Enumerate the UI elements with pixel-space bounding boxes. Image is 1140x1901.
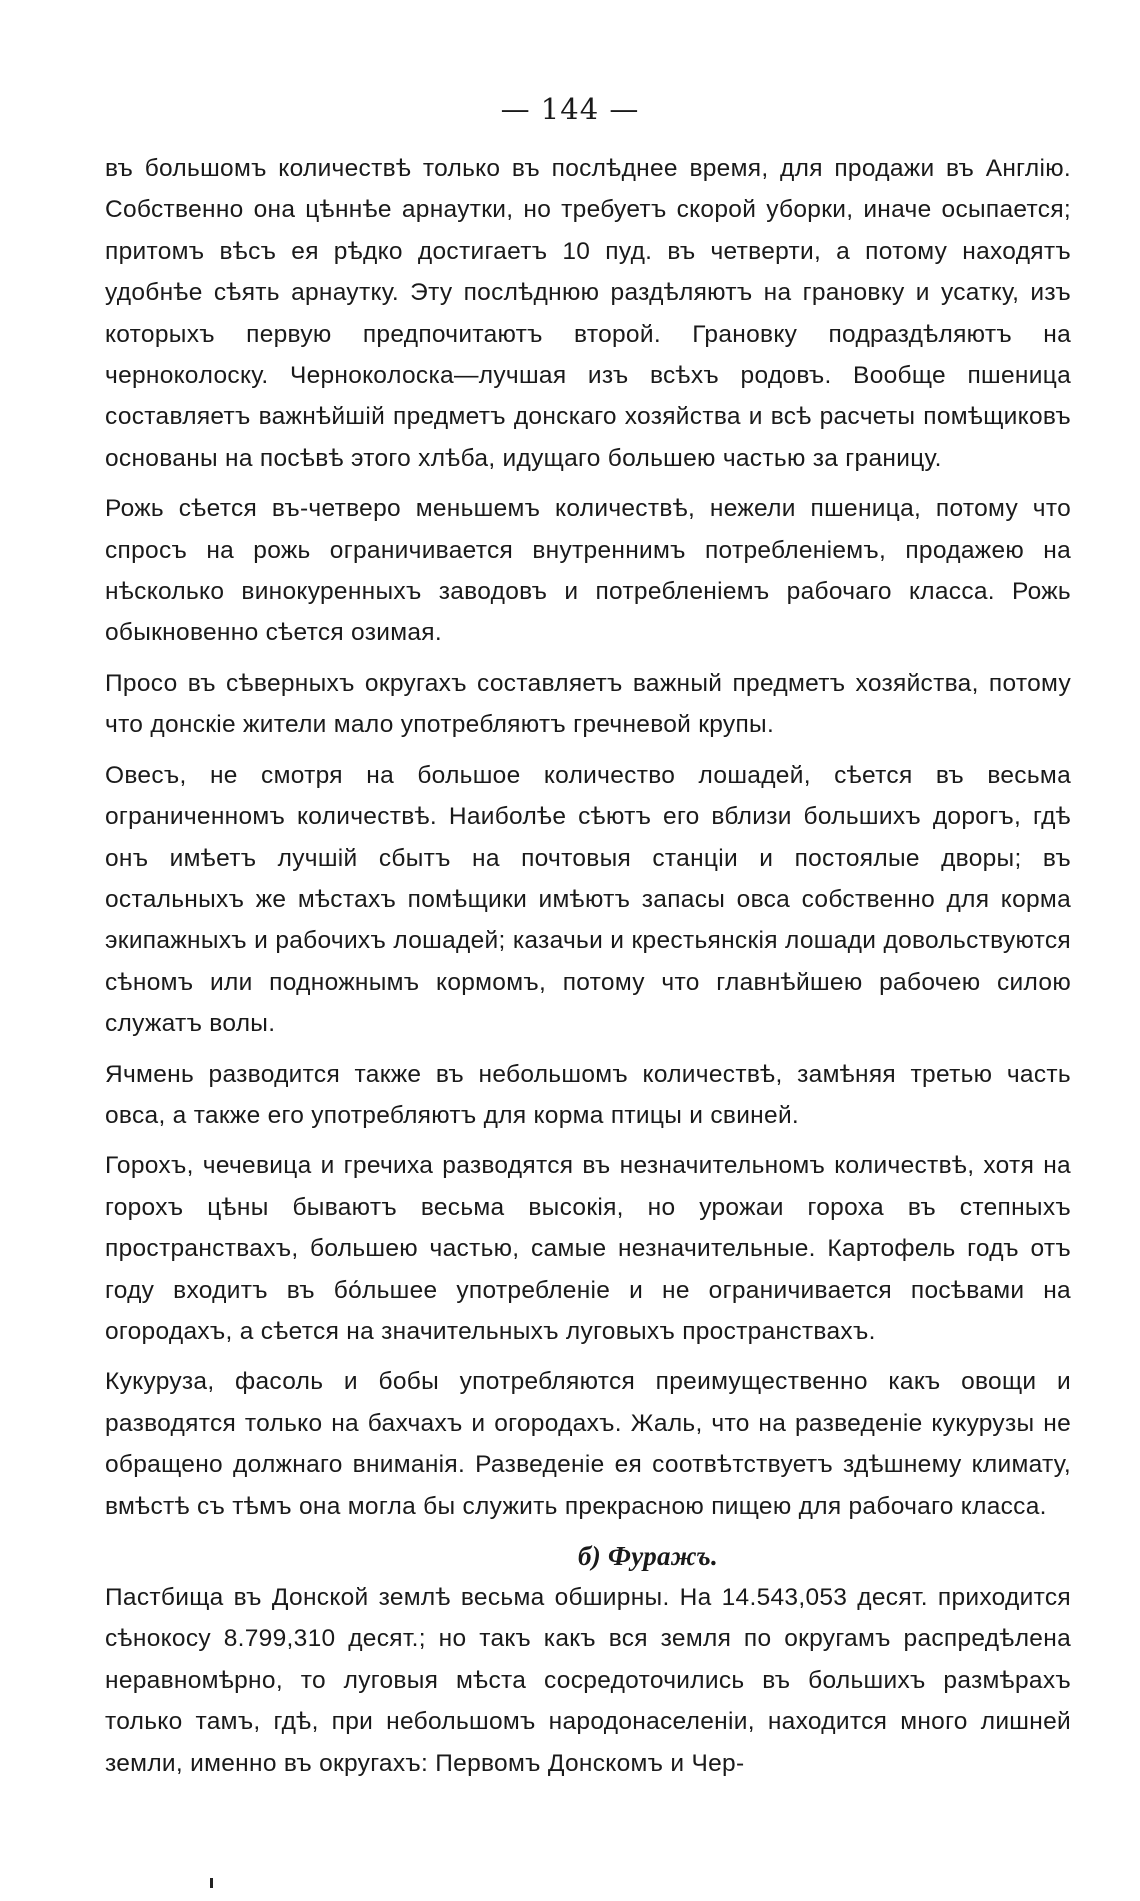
paragraph: въ большомъ количествѣ только въ послѣднее время, для продажи въ Англію. Собственно она цѣннѣе арнаутки, но требуетъ скорой уборки, иначе осыпается; притомъ вѣсъ ея рѣдко достигаетъ 10 пуд. въ четверти, а потому находятъ удобнѣе сѣять арнаутку. Эту послѣднюю раздѣляютъ на грановку и усатку, изъ которыхъ первую предпочитаютъ второй. Грановку подраздѣляютъ на чернокoлоску. Чернокoлоска—лучшая изъ всѣхъ родовъ. Вообще пшеница составляетъ важнѣйшій предметъ донскаго хозяйства и всѣ расчеты помѣщиковъ основаны на посѣвѣ этого хлѣба, идущаго большею частью за границу. (105, 155, 1071, 472)
printing-mark (210, 1878, 213, 1888)
section-heading: б) Фуражъ. (577, 1541, 719, 1571)
page-number: — 144 — (500, 92, 640, 126)
paragraph: Рожь сѣется въ-четверо меньшемъ количествѣ, нежели пшеница, потому что спросъ на рожь ограничивается внутреннимъ потребленіемъ, продажею на нѣсколько винокуренныхъ заводовъ и потребленіемъ рабочаго класса. Рожь обыкновенно сѣется озимая. (105, 495, 1071, 647)
paragraph: Горохъ, чечевица и гречиха разводятся въ незначительномъ количествѣ, хотя на горохъ цѣны бываютъ весьма высокія, но урожаи гороха въ степныхъ пространствахъ, большею частью, самые незначительные. Картофель годъ отъ году входитъ въ бо́льшее употребленіе и не ограничивается посѣвами на огородахъ, а сѣется на значительныхъ луговыхъ пространствахъ. (105, 1152, 1071, 1345)
paragraph: Пастбища въ Донской землѣ весьма обширны. На 14.543,053 десят. приходится сѣнокосу 8.799,310 десят.; но такъ какъ вся земля по округамъ распредѣлена неравномѣрно, то луговыя мѣста сосредоточились въ большихъ размѣрахъ только тамъ, гдѣ, при небольшомъ народонаселеніи, находится много лишней земли, именно въ округахъ: Первомъ Донскомъ и Чер- (105, 1584, 1071, 1777)
paragraph: Ячмень разводится также въ небольшомъ количествѣ, замѣняя третью часть овса, а также его употребляютъ для корма птицы и свиней. (105, 1060, 1071, 1129)
paragraph: Овесъ, не смотря на большое количество лошадей, сѣется въ весьма ограниченномъ количествѣ. Наиболѣе сѣютъ его вблизи большихъ дорогъ, гдѣ онъ имѣетъ лучшій сбытъ на почтовыя станціи и постоялые дворы; въ остальныхъ же мѣстахъ помѣщики имѣютъ запасы овса собственно для корма экипажныхъ и рабочихъ лошадей; казачьи и крестьянскія лошади довольствуются сѣномъ или подножнымъ кормомъ, потому что главнѣйшею рабочею силою служатъ волы. (105, 761, 1071, 1038)
paragraph: Просо въ сѣверныхъ округахъ составляетъ важный предметъ хозяйства, потому что донскіе жители мало употребляютъ гречневой крупы. (105, 669, 1071, 739)
paragraph: Кукуруза, фасоль и бобы употребляются преимущественно какъ овощи и разводятся только на бахчахъ и огородахъ. Жаль, что на разведеніе кукурузы не обращено должнаго вниманія. Разведеніе ея соотвѣтствуетъ здѣшнему климату, вмѣстѣ съ тѣмъ она могла бы служить прекрасною пищею для рабочаго класса. (105, 1368, 1071, 1520)
page-body (105, 148, 1071, 1793)
